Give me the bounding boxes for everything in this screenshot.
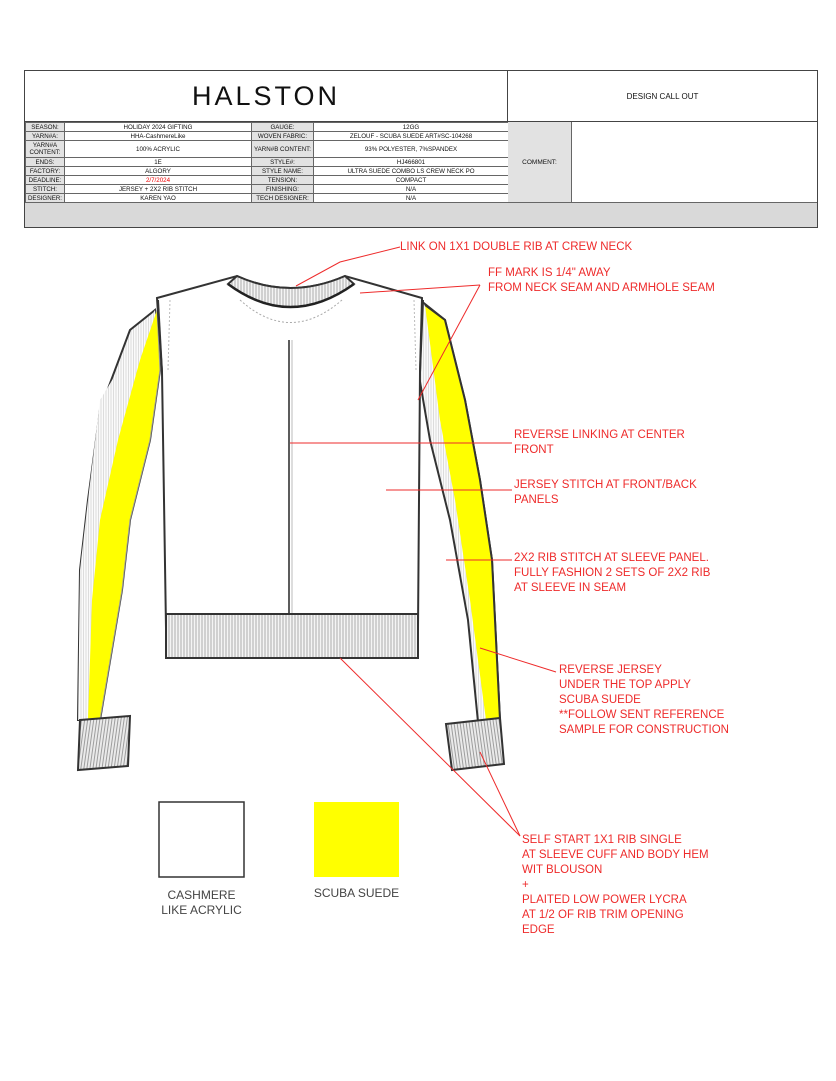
spec-value: HOLIDAY 2024 GIFTING (65, 123, 252, 132)
spec-value: 1E (65, 158, 252, 167)
spec-value: N/A (314, 194, 509, 203)
callout-rib-cuff-hem: SELF START 1X1 RIB SINGLE AT SLEEVE CUFF AND BODY HEM WIT BLOUSON + PLAITED LOW POWER LYCRA AT 1/2 OF RIB TRIM OPENING EDGE (522, 834, 709, 936)
spec-value: 100% ACRYLIC (65, 141, 252, 158)
spec-label: FACTORY: (26, 167, 65, 176)
spec-label: DESIGNER: (26, 194, 65, 203)
spec-value: HJ466801 (314, 158, 509, 167)
spec-value: COMPACT (314, 176, 509, 185)
body-hem (166, 614, 418, 658)
spec-value: KAREN YAO (65, 194, 252, 203)
spec-label: YARN#B CONTENT: (252, 141, 314, 158)
design-callout-title: DESIGN CALL OUT (508, 71, 817, 122)
spec-value: 93% POLYESTER, 7%SPANDEX (314, 141, 509, 158)
brand-logo: HALSTON (191, 80, 341, 111)
callout-neck-link: LINK ON 1X1 DOUBLE RIB AT CREW NECK (400, 241, 633, 253)
swatch-label-scuba-suede: SCUBA SUEDE (313, 886, 400, 900)
spec-label: YARN#A: (26, 132, 65, 141)
callout-center-front: REVERSE LINKING AT CENTER FRONT (514, 429, 685, 456)
swatch-scuba-suede (314, 802, 399, 877)
spec-label: TECH DESIGNER: (252, 194, 314, 203)
right-sleeve (418, 300, 500, 722)
callout-jersey-stitch: JERSEY STITCH AT FRONT/BACK PANELS (514, 479, 697, 506)
spec-label: GAUGE: (252, 123, 314, 132)
right-cuff (446, 718, 504, 770)
spec-value: ULTRA SUEDE COMBO LS CREW NECK PO (314, 167, 509, 176)
swatch-label-cashmere: CASHMERE LIKE ACRYLIC (161, 888, 242, 917)
spec-value: JERSEY + 2X2 RIB STITCH (65, 185, 252, 194)
callout-reverse-jersey: REVERSE JERSEY UNDER THE TOP APPLY SCUBA SUEDE **FOLLOW SENT REFERENCE SAMPLE FOR CONSTRUCTION (559, 664, 729, 736)
spec-label: STYLE NAME: (252, 167, 314, 176)
spec-label: STYLE#: (252, 158, 314, 167)
spec-label: ENDS: (26, 158, 65, 167)
spec-value: ZELOUF - SCUBA SUEDE ART#SC-104268 (314, 132, 509, 141)
callout-ff-mark: FF MARK IS 1/4" AWAY FROM NECK SEAM AND ARMHOLE SEAM (488, 267, 715, 294)
spec-label: FINISHING: (252, 185, 314, 194)
spec-label: SEASON: (26, 123, 65, 132)
spec-label: STITCH: (26, 185, 65, 194)
left-sleeve (78, 310, 160, 720)
spec-value: ALGORY (65, 167, 252, 176)
spec-label: DEADLINE: (26, 176, 65, 185)
spec-label: YARN#A CONTENT: (26, 141, 65, 158)
left-cuff (78, 716, 130, 770)
spec-value: 12GG (314, 123, 509, 132)
callout-rib-stitch: 2X2 RIB STITCH AT SLEEVE PANEL. FULLY FASHION 2 SETS OF 2X2 RIB AT SLEEVE IN SEAM (514, 552, 711, 594)
swatch-cashmere (159, 802, 244, 877)
spec-label: WOVEN FABRIC: (252, 132, 314, 141)
comment-label: COMMENT: (508, 122, 572, 203)
spec-value: N/A (314, 185, 509, 194)
spec-value: HHA-CashmereLike (65, 132, 252, 141)
deadline-value: 2/7/2024 (65, 176, 252, 185)
spec-label: TENSION: (252, 176, 314, 185)
